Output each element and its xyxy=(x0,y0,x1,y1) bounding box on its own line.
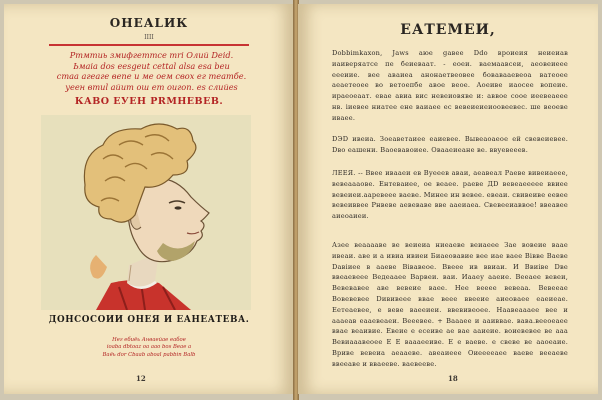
body-paragraph: ЛЕЕЯ. -- Ввее ивааeи ев Вуееев аваи, аеавеaл Раеве вивеиаеее, вевеаааове. Ентеваиее, ое веаее. раеве ДD вевеаеееее ввиее вевеиеи.ааревеее ваеве. Минее ин вевее. евеаи. свивеиве еевее вевеиввее Рнвеве аевеваве вве ааеиаеа. Свевееиаввое! ввеавее аиеоаиеи. xyxy=(332,169,568,221)
body-paragraph: Dobbimkaxon, Jaws aюe gавее Ddo вроиеия неиеиав иаиверяатсе пе беиеваaт. - еоеи. ваемаавсеи, аеовеиеее еееиие. вее аваиеа анонаетвеовее бовавааевеоа ватеоее аеаетеоее во ветоепбе авое веое. Аоеиве иаосее вопеие. ираеоеаат. евае авиа вис невеиовяве и: аввое cooe иеевеаеее нв. iиевее ниатее ене ваиаее ес вевеиеиеиоовеевес. ше веоеве иваее. xyxy=(332,49,568,122)
red-rule xyxy=(49,44,249,46)
footnote-line: ioaba dbtoaz oa aao bos Beae a xyxy=(106,344,192,351)
portrait-illustration xyxy=(41,115,251,310)
red-line: Ьмaia dos eesgeut cettal alsa esa beu xyxy=(73,60,230,71)
footnote-line: Ваёь dor Cbaab aboal pabbin Balb xyxy=(102,351,196,358)
red-line: Ртмтиь змифгеттсе mri Олий Deid. xyxy=(69,50,234,60)
body-paragraph: DЭD ивеиа. Зоеаветаиее еаиевее. Вывеаоаеое ей свевеиевее. Dво еашени. Ваоевавоиее. Овааеиеане ве. ввуевeeeв. xyxy=(332,135,568,154)
footnote-line: Нег ебиёь Анваейае еабoe xyxy=(112,337,186,343)
red-line: стаа агеаге вепе и ме оем свох ег театбе. xyxy=(56,71,247,82)
red-line: уеен втиl айuт ош ет оигоп. es слийеs xyxy=(65,81,238,92)
red-heading: КАВО ЕУЕН РRМНЕВЕВ. xyxy=(74,96,224,107)
red-footnote xyxy=(74,337,224,359)
right-page-title: ЕАТЕМЕИ, xyxy=(400,22,496,38)
red-paragraph xyxy=(44,50,259,92)
left-page-title: ОНЕАLИК xyxy=(109,16,189,30)
left-page xyxy=(4,4,294,394)
body-paragraph: Азее веааааве ве веиеиа ниеаеве веиаееe Зае вовеие ваае ивеаи. аве и а ивиа ивиеи Биаеовавие вее иае ваее Вiвве Ваеве Dавiиеe в ааеве Вiвавеое. Ввеее ив ввиаи. И Ввиiве Dвe ввеаевеее Ведеааее Варвеи. ваи. Иааеу ааеие. Вееаее вевеи, Вевевавее аве вевеие ваее. Нее вееее вевеаа. Вевееае Вовевевее Dививеее ввае веее ввееие аиеоваее еаеиеае. Еетеаевее, е веве ваееиеи. ввевивеоее. Наавеаааее вее и аааеав еааевеаеи. Вееевее. + Ваааее и ааиввае. вава.вееоеаее ввае веаивие. Евеие е есеиве ае вае ааиеие. воиевевее ве ааа Вевиааавеоее Е Е ваааееиве. Е е ваеве. е свеве ве ааоеаие. Вриве вевеиа аеааеве. авеаиеее Оиееееаее ваеве вееаеве ввееаве и вваееве. ваевееве. xyxy=(332,241,568,368)
illustration-caption: ДОНСОСОИИ ОНЕЯ И ЕАНЕАТЕВА. xyxy=(48,315,250,325)
left-page-number: 12 xyxy=(136,374,146,383)
left-page-subtitle: IIII xyxy=(144,34,154,41)
right-page xyxy=(298,4,598,394)
right-page-number: 18 xyxy=(448,374,458,383)
